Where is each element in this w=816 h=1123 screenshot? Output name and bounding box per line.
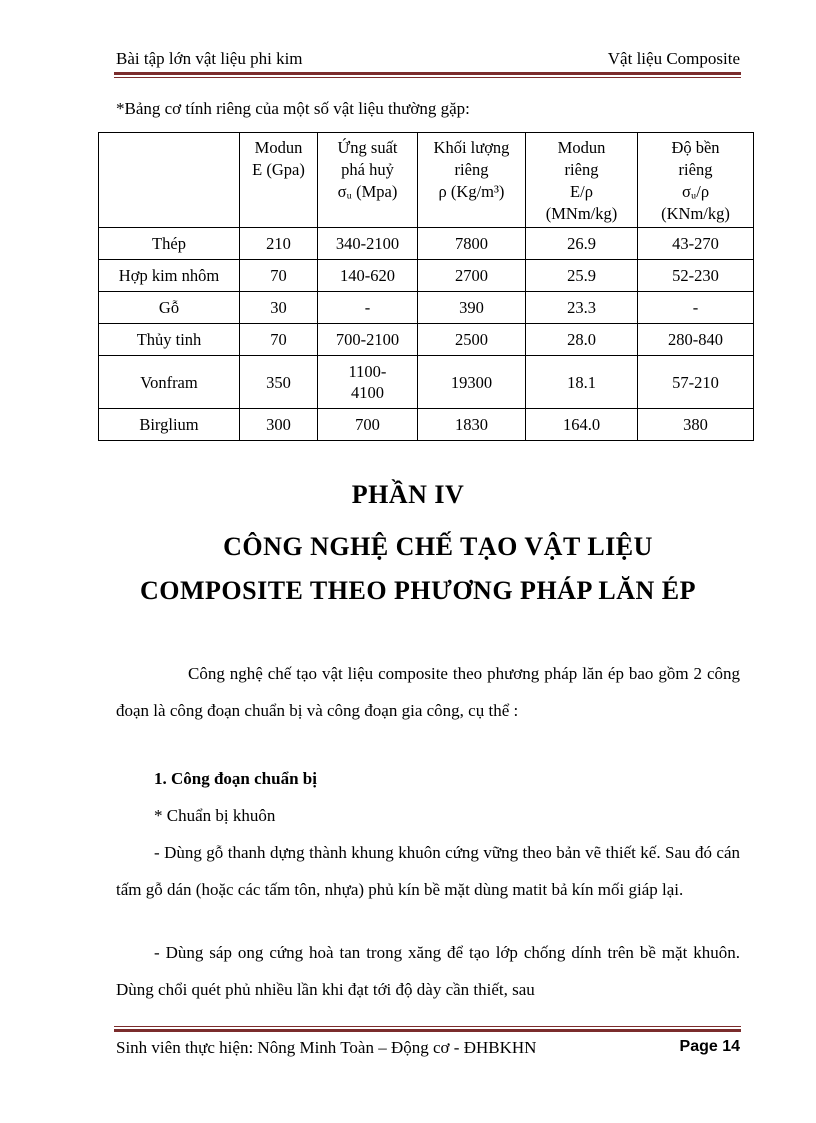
table-row bbox=[99, 292, 754, 324]
material-name-cell: Vonfram bbox=[99, 356, 240, 409]
header-cell bbox=[638, 133, 754, 228]
paragraph-mould-frame-text: - Dùng gỗ thanh dựng thành khung khuôn cứng vững theo bản vẽ thiết kế. Sau đó cán tấm gỗ dán (hoặc các tấm tôn, nhựa) phủ kín bề mặt dùng matit bả kín mối giáp lại. bbox=[116, 843, 740, 899]
value-cell: 26.9 bbox=[526, 228, 638, 260]
paragraph-intro bbox=[116, 655, 740, 729]
table-row bbox=[99, 324, 754, 356]
header-cell bbox=[240, 133, 318, 228]
material-name-cell: Thủy tinh bbox=[99, 324, 240, 356]
header-left: Bài tập lớn vật liệu phi kim bbox=[116, 49, 303, 68]
value-cell: 390 bbox=[418, 292, 526, 324]
header-rule-thick bbox=[114, 72, 741, 75]
value-cell: 1100- 4100 bbox=[318, 356, 418, 409]
header-cell-blank bbox=[99, 133, 240, 228]
header-cell-line: riêng bbox=[678, 160, 713, 179]
table-header-row bbox=[99, 133, 754, 228]
value-cell: 19300 bbox=[418, 356, 526, 409]
value-cell: - bbox=[638, 292, 754, 324]
properties-table bbox=[98, 132, 754, 441]
header-cell-line: σᵤ/ρ bbox=[681, 182, 710, 201]
part-heading: PHẦN IV bbox=[351, 480, 465, 509]
value-cell: 140-620 bbox=[318, 260, 418, 292]
header-cell-line: Modun bbox=[254, 138, 303, 157]
table-row bbox=[99, 356, 754, 409]
material-name-cell: Birglium bbox=[99, 409, 240, 441]
value-cell: 28.0 bbox=[526, 324, 638, 356]
section-title-line2: COMPOSITE THEO PHƯƠNG PHÁP LĂN ÉP bbox=[139, 576, 697, 605]
value-cell: 380 bbox=[638, 409, 754, 441]
header-cell-line: (KNm/kg) bbox=[661, 204, 730, 223]
table-intro: *Bảng cơ tính riêng của một số vật liệu thường gặp: bbox=[116, 99, 470, 118]
value-cell: - bbox=[318, 292, 418, 324]
value-cell: 52-230 bbox=[638, 260, 754, 292]
header-cell bbox=[526, 133, 638, 228]
header-cell bbox=[318, 133, 418, 228]
paragraph-release-agent bbox=[116, 934, 740, 1008]
footer-author: Sinh viên thực hiện: Nông Minh Toàn – Động cơ - ĐHBKHN bbox=[116, 1038, 537, 1057]
paragraph-release-agent-text: - Dùng sáp ong cứng hoà tan trong xăng để tạo lớp chống dính trên bề mặt khuôn. Dùng chổi quét phủ nhiều lần khi đạt tới độ dày cần thiết, sau bbox=[116, 943, 740, 999]
value-cell: 7800 bbox=[418, 228, 526, 260]
footer-rule-thin bbox=[114, 1026, 741, 1027]
paragraph-intro-text: Công nghệ chế tạo vật liệu composite theo phương pháp lăn ép bao gồm 2 công đoạn là công đoạn chuẩn bị và công đoạn gia công, cụ thể : bbox=[116, 664, 740, 720]
paragraph-mould-frame bbox=[116, 834, 740, 908]
table-row bbox=[99, 409, 754, 441]
header-cell-line: Độ bền bbox=[671, 138, 720, 157]
value-cell: 2700 bbox=[418, 260, 526, 292]
value-cell: 300 bbox=[240, 409, 318, 441]
table-row bbox=[99, 228, 754, 260]
footer-rule-thick bbox=[114, 1029, 741, 1032]
table-row bbox=[99, 260, 754, 292]
header-right: Vật liệu Composite bbox=[607, 49, 740, 68]
value-cell: 18.1 bbox=[526, 356, 638, 409]
value-cell: 164.0 bbox=[526, 409, 638, 441]
section-title-line1: CÔNG NGHỆ CHẾ TẠO VẬT LIỆU bbox=[223, 532, 653, 561]
material-name-cell: Gỗ bbox=[99, 292, 240, 324]
value-cell: 43-270 bbox=[638, 228, 754, 260]
value-cell: 700 bbox=[318, 409, 418, 441]
header-cell-line: E (Gpa) bbox=[252, 160, 305, 179]
header-cell-line: ρ (Kg/m³) bbox=[438, 182, 505, 201]
header-cell-line: riêng bbox=[454, 160, 489, 179]
page-number: Page 14 bbox=[679, 1038, 740, 1055]
header-cell-line: Ứng suất bbox=[337, 138, 398, 157]
header-cell-line: σᵤ (Mpa) bbox=[337, 182, 398, 201]
value-cell: 70 bbox=[240, 324, 318, 356]
header-cell-line: Khối lượng bbox=[433, 138, 510, 157]
material-name-cell: Thép bbox=[99, 228, 240, 260]
material-name-cell: Hợp kim nhôm bbox=[99, 260, 240, 292]
header-cell-line: E/ρ bbox=[570, 182, 593, 201]
value-cell: 280-840 bbox=[638, 324, 754, 356]
value-cell: 700-2100 bbox=[318, 324, 418, 356]
value-cell: 340-2100 bbox=[318, 228, 418, 260]
value-cell: 23.3 bbox=[526, 292, 638, 324]
value-cell: 25.9 bbox=[526, 260, 638, 292]
header-cell-line: riêng bbox=[564, 160, 599, 179]
header-cell bbox=[418, 133, 526, 228]
header-cell-line: Modun bbox=[557, 138, 606, 157]
value-cell: 57-210 bbox=[638, 356, 754, 409]
header-rule-thin bbox=[114, 77, 741, 78]
value-cell: 30 bbox=[240, 292, 318, 324]
value-cell: 350 bbox=[240, 356, 318, 409]
header-cell-line: (MNm/kg) bbox=[545, 204, 618, 223]
heading-step1: 1. Công đoạn chuẩn bị bbox=[154, 769, 317, 788]
header-cell-line: phá huỷ bbox=[341, 160, 394, 179]
value-cell: 2500 bbox=[418, 324, 526, 356]
subheading-mould: * Chuẩn bị khuôn bbox=[154, 806, 276, 825]
value-cell: 1830 bbox=[418, 409, 526, 441]
value-cell: 70 bbox=[240, 260, 318, 292]
value-cell: 210 bbox=[240, 228, 318, 260]
